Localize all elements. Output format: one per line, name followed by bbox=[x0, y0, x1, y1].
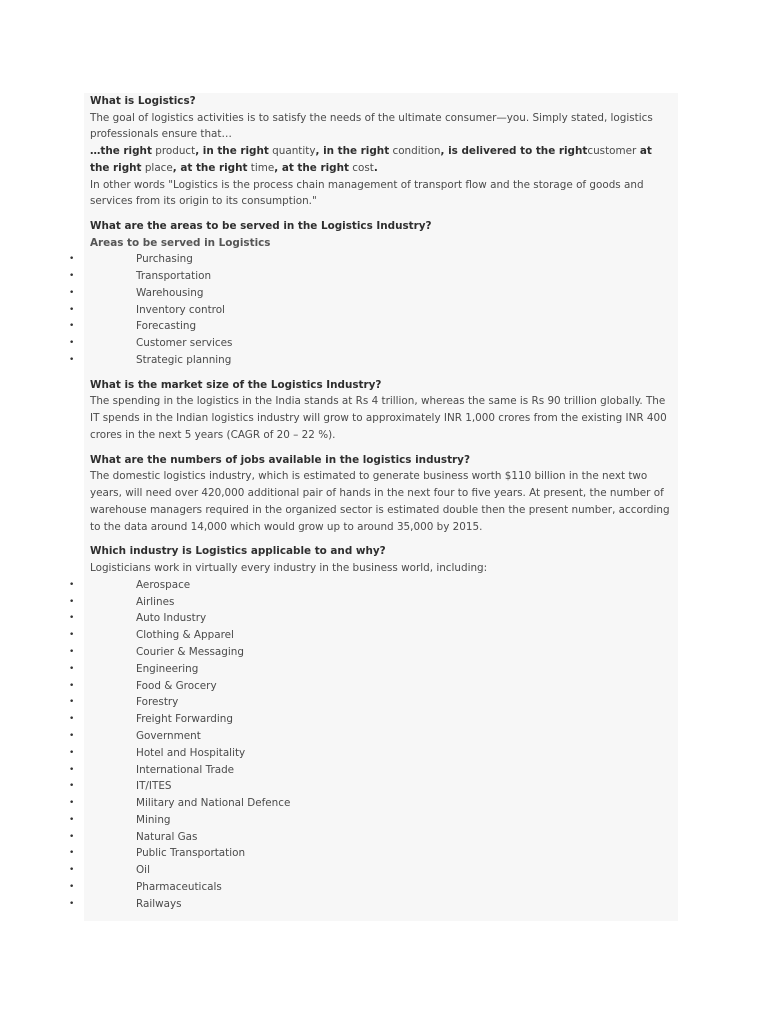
bullet-icon: • bbox=[69, 271, 75, 282]
document-content bbox=[69, 93, 678, 921]
list-item-label: Airlines bbox=[136, 595, 175, 608]
list-item bbox=[69, 879, 674, 896]
list-item bbox=[69, 778, 674, 795]
list-item-label: International Trade bbox=[136, 763, 235, 776]
list-item bbox=[69, 795, 674, 812]
paragraph-market-size: The spending in the logistics in the India stands at Rs 4 trillion, whereas the same is Rs 90 trillion globally. The IT spends in the Indian logistics industry will grow to approximately INR 1,000 crores from the existing INR 400 crores in the next 5 years (CAGR of 20 – 22 %). bbox=[90, 395, 667, 441]
list-item bbox=[69, 610, 674, 627]
list-item-label: Oil bbox=[136, 864, 150, 877]
list-item bbox=[69, 302, 674, 319]
list-item bbox=[69, 745, 674, 762]
list-item bbox=[69, 644, 674, 661]
list-item bbox=[69, 627, 674, 644]
list-item-label: Transportation bbox=[136, 270, 212, 283]
paragraph-seven-rights: …the right product, in the right quantity, in the right condition, is delivered to the rightcustomer at the right place, at the right time, at the right cost. bbox=[90, 145, 652, 174]
subheading-areas-served: Areas to be served in Logistics bbox=[90, 236, 271, 249]
list-item bbox=[69, 251, 674, 268]
bullet-icon: • bbox=[69, 764, 75, 775]
bullet-icon: • bbox=[69, 254, 75, 265]
heading-market-size: What is the market size of the Logistics Industry? bbox=[90, 378, 382, 391]
list-item bbox=[69, 896, 674, 913]
bullet-icon: • bbox=[69, 630, 75, 641]
list-item-label: Food & Grocery bbox=[136, 679, 217, 692]
list-item-label: Warehousing bbox=[136, 286, 204, 299]
bullet-icon: • bbox=[69, 730, 75, 741]
list-item-label: Forestry bbox=[136, 696, 179, 709]
bullet-icon: • bbox=[69, 882, 75, 893]
list-item-label: Courier & Messaging bbox=[136, 645, 244, 658]
industries-list bbox=[69, 577, 674, 913]
bullet-icon: • bbox=[69, 898, 75, 909]
list-item bbox=[69, 711, 674, 728]
list-item bbox=[69, 577, 674, 594]
list-item-label: Government bbox=[136, 729, 201, 742]
bullet-icon: • bbox=[69, 646, 75, 657]
bullet-icon: • bbox=[69, 321, 75, 332]
bullet-icon: • bbox=[69, 663, 75, 674]
bullet-icon: • bbox=[69, 831, 75, 842]
bullet-icon: • bbox=[69, 714, 75, 725]
list-item bbox=[69, 762, 674, 779]
bullet-icon: • bbox=[69, 304, 75, 315]
list-item bbox=[69, 661, 674, 678]
bullet-icon: • bbox=[69, 798, 75, 809]
heading-jobs-available: What are the numbers of jobs available in the logistics industry? bbox=[90, 453, 470, 466]
bullet-icon: • bbox=[69, 848, 75, 859]
list-item-label: Engineering bbox=[136, 662, 199, 675]
list-item-label: Natural Gas bbox=[136, 830, 198, 843]
bullet-icon: • bbox=[69, 697, 75, 708]
list-item-label: Purchasing bbox=[136, 253, 193, 266]
list-item bbox=[69, 285, 674, 302]
list-item-label: Pharmaceuticals bbox=[136, 881, 222, 894]
list-item bbox=[69, 318, 674, 335]
bullet-icon: • bbox=[69, 287, 75, 298]
heading-applicable-industries: Which industry is Logistics applicable to and why? bbox=[90, 545, 386, 558]
bullet-icon: • bbox=[69, 613, 75, 624]
list-item bbox=[69, 594, 674, 611]
list-item-label: Railways bbox=[136, 897, 182, 910]
list-item bbox=[69, 829, 674, 846]
list-item-label: Mining bbox=[136, 813, 171, 826]
bullet-icon: • bbox=[69, 579, 75, 590]
list-item bbox=[69, 812, 674, 829]
list-item bbox=[69, 845, 674, 862]
paragraph-industries-intro: Logisticians work in virtually every industry in the business world, including: bbox=[90, 561, 488, 574]
paragraph-logistics-definition: In other words "Logistics is the process chain management of transport flow and the storage of goods and services from its origin to its consumption." bbox=[90, 178, 644, 208]
bullet-icon: • bbox=[69, 338, 75, 349]
bullet-icon: • bbox=[69, 814, 75, 825]
list-item-label: Auto Industry bbox=[136, 612, 207, 625]
list-item-label: Freight Forwarding bbox=[136, 713, 233, 726]
heading-areas-served: What are the areas to be served in the Logistics Industry? bbox=[90, 220, 432, 233]
list-item bbox=[69, 352, 674, 369]
list-item-label: Aerospace bbox=[136, 578, 191, 591]
list-item bbox=[69, 694, 674, 711]
bullet-icon: • bbox=[69, 680, 75, 691]
paragraph-logistics-goal: The goal of logistics activities is to satisfy the needs of the ultimate consumer—you. Simply stated, logistics professionals ensure that… bbox=[90, 111, 653, 141]
bullet-icon: • bbox=[69, 596, 75, 607]
bullet-icon: • bbox=[69, 747, 75, 758]
list-item-label: Inventory control bbox=[136, 303, 225, 316]
bullet-icon: • bbox=[69, 865, 75, 876]
list-item-label: Hotel and Hospitality bbox=[136, 746, 246, 759]
bullet-icon: • bbox=[69, 355, 75, 366]
list-item bbox=[69, 728, 674, 745]
areas-list bbox=[69, 251, 674, 369]
document-body bbox=[69, 93, 674, 913]
list-item-label: Forecasting bbox=[136, 320, 197, 333]
list-item-label: Public Transportation bbox=[136, 847, 246, 860]
paragraph-jobs-available: The domestic logistics industry, which is estimated to generate business worth $110 billion in the next two years, will need over 420,000 additional pair of hands in the next four to five years. At present, the number of warehouse managers required in the organized sector is estimated double then the present number, according to the data around 14,000 which would grow up to around 35,000 by 2015. bbox=[90, 470, 670, 533]
bullet-icon: • bbox=[69, 781, 75, 792]
list-item-label: Customer services bbox=[136, 337, 233, 350]
list-item-label: Military and National Defence bbox=[136, 797, 291, 810]
list-item bbox=[69, 268, 674, 285]
list-item-label: IT/ITES bbox=[136, 780, 172, 793]
list-item-label: Clothing & Apparel bbox=[136, 629, 234, 642]
list-item bbox=[69, 678, 674, 695]
list-item bbox=[69, 335, 674, 352]
list-item-label: Strategic planning bbox=[136, 354, 232, 367]
heading-what-is-logistics: What is Logistics? bbox=[90, 95, 196, 107]
list-item bbox=[69, 862, 674, 879]
